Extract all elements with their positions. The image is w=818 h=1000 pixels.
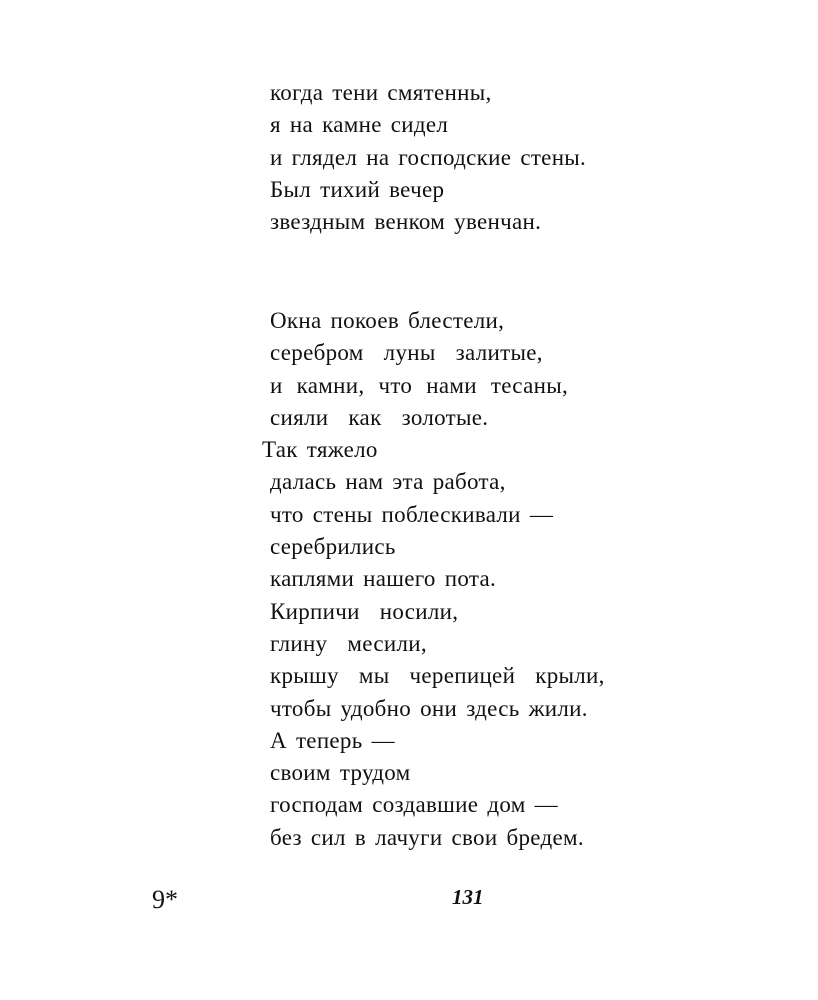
poem-line: крышу мы черепицей крыли, <box>270 663 605 689</box>
poem-line: серебром луны залитые, <box>270 340 543 366</box>
signature-mark: 9* <box>152 885 178 914</box>
poem-line: и глядел на господские стены. <box>270 144 587 170</box>
poem-line: Был тихий вечер <box>270 176 445 202</box>
poem-line: когда тени смятенны, <box>270 80 492 105</box>
poem-line: что стены поблескивали — <box>270 501 554 527</box>
poem-line: без сил в лачуги свои бредем. <box>270 824 584 850</box>
stanza-2 <box>262 305 605 854</box>
page-number: 131 <box>452 885 484 909</box>
poem-line: серебрились <box>270 534 396 560</box>
poem-line: звездным венком увенчан. <box>270 209 542 235</box>
poem-line: чтобы удобно они здесь жили. <box>270 695 588 721</box>
poem-line: господам создавшие дом — <box>270 792 558 818</box>
poem-line: далась нам эта работа, <box>270 469 506 495</box>
stanza-1 <box>270 77 586 238</box>
poem-line: Окна покоев блестели, <box>270 308 505 333</box>
poem-line: Кирпичи носили, <box>270 598 459 624</box>
poem-line: каплями нашего пота. <box>270 566 497 592</box>
poem-line: своим трудом <box>270 760 411 786</box>
poem-line: А теперь — <box>270 727 395 753</box>
poem-line: и камни, что нами тесаны, <box>270 372 569 398</box>
poem-line: я на камне сидел <box>270 112 449 138</box>
poem-line: Так тяжело <box>262 437 378 463</box>
poem-line: сияли как золотые. <box>270 404 489 430</box>
poem-line: глину месили, <box>270 630 427 656</box>
